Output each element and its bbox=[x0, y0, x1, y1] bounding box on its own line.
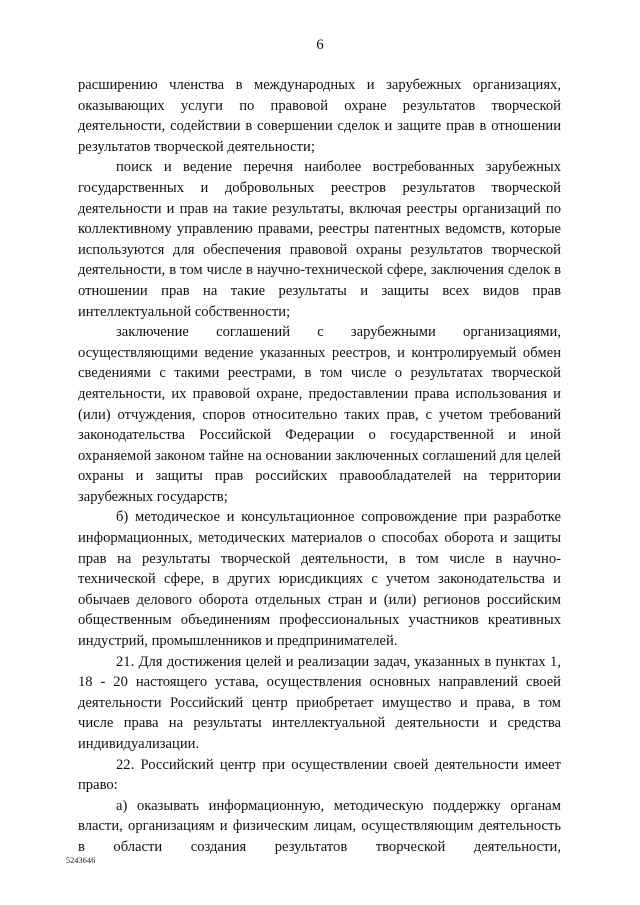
page-number: 6 bbox=[316, 37, 324, 53]
document-code: 5243646 bbox=[66, 856, 96, 865]
paragraph-item-b: б) методическое и консультационное сопровождение при разработке информационных, методических материалов о способах оборота и защиты прав на результаты творческой деятельности, в том числе в научно-технической сфере, в других юрисдикциях с учетом законодательства и обычаев делового оборота отдельных стран и (или) регионов российским общественным объединениям профессиональных участников креативных индустрий, промышленников и предпринимателей. bbox=[78, 509, 561, 650]
paragraph-clause-21: 21. Для достижения целей и реализации задач, указанных в пунктах 1, 18 - 20 настоящего устава, осуществления основных направлений своей деятельности Российский центр приобретает имущество и права, в том числе права на результаты интеллектуальной деятельности и средства индивидуализации. bbox=[78, 653, 561, 752]
document-body bbox=[78, 75, 561, 858]
paragraph-clause-22: 22. Российский центр при осуществлении своей деятельности имеет право: bbox=[78, 756, 561, 794]
paragraph-item-a: а) оказывать информационную, методическую поддержку органам власти, организациям и физическим лицам, осуществляющим деятельность в области создания результатов творческой деятельности, bbox=[78, 797, 561, 855]
paragraph-membership-continuation: расширению членства в международных и зарубежных организациях, оказывающих услуги по правовой охране результатов творческой деятельности, содействии в совершении сделок и защите прав в отношении результатов творческой деятельности; bbox=[78, 77, 561, 155]
paragraph-registry-search: поиск и ведение перечня наиболее востребованных зарубежных государственных и добровольных реестров результатов творческой деятельности и прав на такие результаты, включая реестры организаций по коллективному управлению правами, реестры патентных ведомств, которые используются для обеспечения правовой охраны результатов творческой деятельности, в том числе в научно-технической сфере, заключения сделок в отношении прав на такие результаты и защиты всех видов прав интеллектуальной собственности; bbox=[78, 159, 561, 320]
paragraph-agreements: заключение соглашений с зарубежными организациями, осуществляющими ведение указанных реестров, и контролируемый обмен сведениями с такими реестрами, в том числе о результатах творческой деятельности, их правовой охране, предоставлении права использования и (или) отчуждения, споров относительно таких прав, с учетом требований законодательства Российской Федерации о государственной и иной охраняемой законом тайне на основании заключенных соглашений для целей охраны и защиты прав российских правообладателей на территории зарубежных государств; bbox=[78, 324, 561, 505]
